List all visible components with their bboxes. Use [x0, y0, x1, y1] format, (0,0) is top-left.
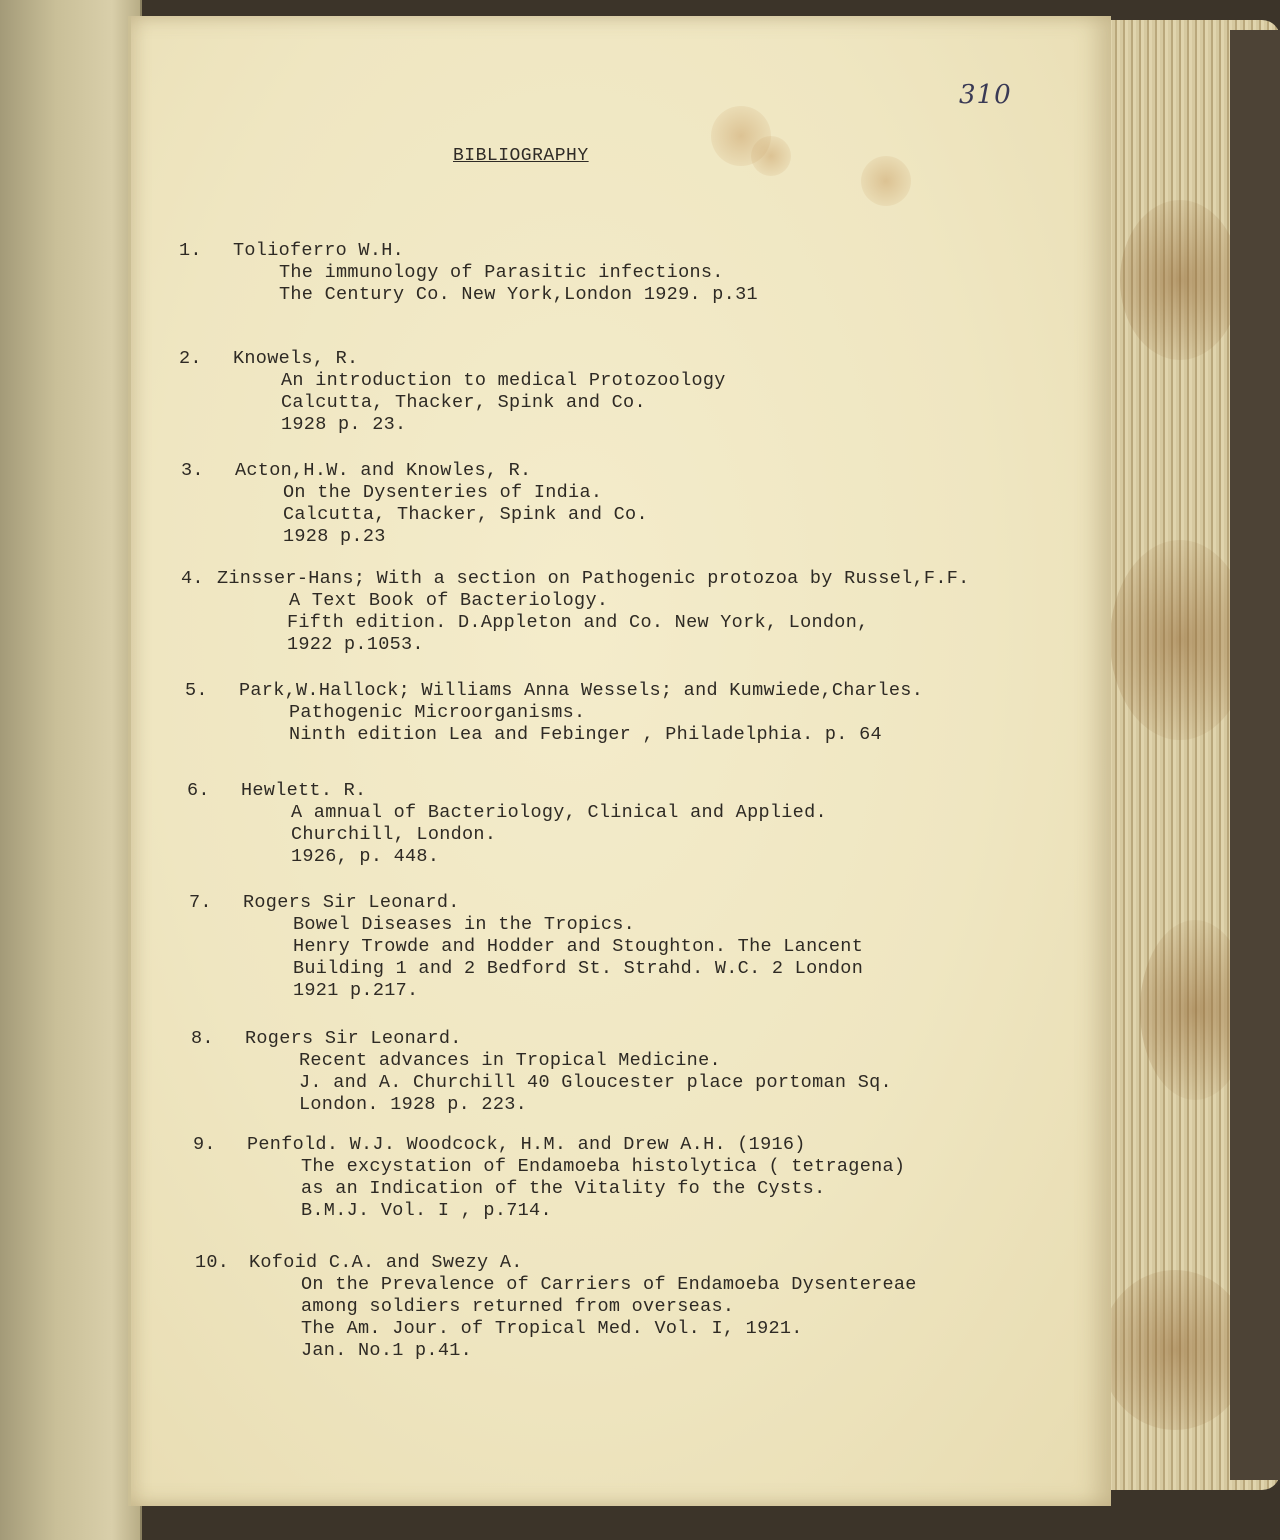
entry-title: The excystation of Endamoeba histolytica ( tetragena) [301, 1156, 906, 1177]
entry-publication: The Am. Jour. of Tropical Med. Vol. I, 1921. [301, 1318, 803, 1339]
entry-date-page: 1928 p. 23. [281, 414, 407, 435]
entry-number: 1. [179, 240, 202, 261]
entry-title: Bowel Diseases in the Tropics. [293, 914, 636, 935]
entry-number: 8. [191, 1028, 214, 1049]
entry-subtitle: among soldiers returned from overseas. [301, 1296, 735, 1317]
entry-title: Pathogenic Microorganisms. [289, 702, 586, 723]
entry-publication: Henry Trowde and Hodder and Stoughton. The Lancent [293, 936, 864, 957]
entry-date-page: 1921 p.217. [293, 980, 419, 1001]
entry-publication: J. and A. Churchill 40 Gloucester place portoman Sq. [299, 1072, 892, 1093]
entry-title: The immunology of Parasitic infections. [279, 262, 724, 283]
bibliography-entry [195, 1252, 917, 1362]
entry-publication: B.M.J. Vol. I , p.714. [301, 1200, 552, 1221]
entry-author: Acton,H.W. and Knowles, R. [235, 460, 532, 481]
entry-number: 3. [181, 460, 204, 481]
bibliography-entry [179, 348, 726, 436]
entry-author: Park,W.Hallock; Williams Anna Wessels; and Kumwiede,Charles. [239, 680, 924, 701]
entry-number: 4. [181, 568, 204, 589]
entry-title: Recent advances in Tropical Medicine. [299, 1050, 721, 1071]
bibliography-entry [193, 1134, 905, 1222]
bibliography-entry [189, 892, 863, 1002]
entry-number: 7. [189, 892, 212, 913]
entry-title: On the Prevalence of Carriers of Endamoeba Dysentereae [301, 1274, 917, 1295]
page-number: 310 [959, 80, 1012, 110]
bibliography-entry [187, 780, 827, 868]
bibliography-entry [191, 1028, 892, 1116]
entry-publication: Fifth edition. D.Appleton and Co. New York, London, [287, 612, 869, 633]
bibliography-entry [181, 568, 970, 656]
entry-date-page: 1928 p.23 [283, 526, 386, 547]
entry-date-page: 1922 p.1053. [287, 634, 424, 655]
entry-date-page: 1926, p. 448. [291, 846, 440, 867]
entry-publication: Ninth edition Lea and Febinger , Philadelphia. p. 64 [289, 724, 882, 745]
book-cover [1230, 30, 1280, 1480]
entry-date-page: London. 1928 p. 223. [299, 1094, 528, 1115]
entry-publication: The Century Co. New York,London 1929. p.31 [279, 284, 758, 305]
entry-publication-address: Building 1 and 2 Bedford St. Strahd. W.C. 2 London [293, 958, 864, 979]
entry-date-page: Jan. No.1 p.41. [301, 1340, 473, 1361]
entry-title: On the Dysenteries of India. [283, 482, 603, 503]
entry-number: 2. [179, 348, 202, 369]
entry-number: 10. [195, 1252, 230, 1273]
entry-number: 6. [187, 780, 210, 801]
entry-title: An introduction to medical Protozoology [281, 370, 726, 391]
entry-author: Rogers Sir Leonard. [243, 892, 460, 913]
bibliography-page [128, 16, 1111, 1506]
bibliography-entry [185, 680, 923, 746]
entry-title: A amnual of Bacteriology, Clinical and Applied. [291, 802, 827, 823]
entry-number: 9. [193, 1134, 216, 1155]
entry-subtitle: as an Indication of the Vitality fo the Cysts. [301, 1178, 826, 1199]
facing-page-edge [0, 0, 142, 1540]
bibliography-entry [181, 460, 648, 548]
entry-author: Penfold. W.J. Woodcock, H.M. and Drew A.H. (1916) [247, 1134, 806, 1155]
entry-author: Hewlett. R. [241, 780, 367, 801]
bibliography-entry [179, 240, 758, 306]
entry-publication: Churchill, London. [291, 824, 497, 845]
entry-author: Tolioferro W.H. [233, 240, 405, 261]
entry-title: A Text Book of Bacteriology. [289, 590, 609, 611]
entry-author: Zinsser-Hans; With a section on Pathogenic protozoa by Russel,F.F. [217, 568, 970, 589]
entry-author: Kofoid C.A. and Swezy A. [249, 1252, 523, 1273]
entry-publication: Calcutta, Thacker, Spink and Co. [281, 392, 646, 413]
page-title: BIBLIOGRAPHY [453, 146, 589, 166]
entry-author: Knowels, R. [233, 348, 359, 369]
entry-publication: Calcutta, Thacker, Spink and Co. [283, 504, 648, 525]
entry-author: Rogers Sir Leonard. [245, 1028, 462, 1049]
entry-number: 5. [185, 680, 208, 701]
